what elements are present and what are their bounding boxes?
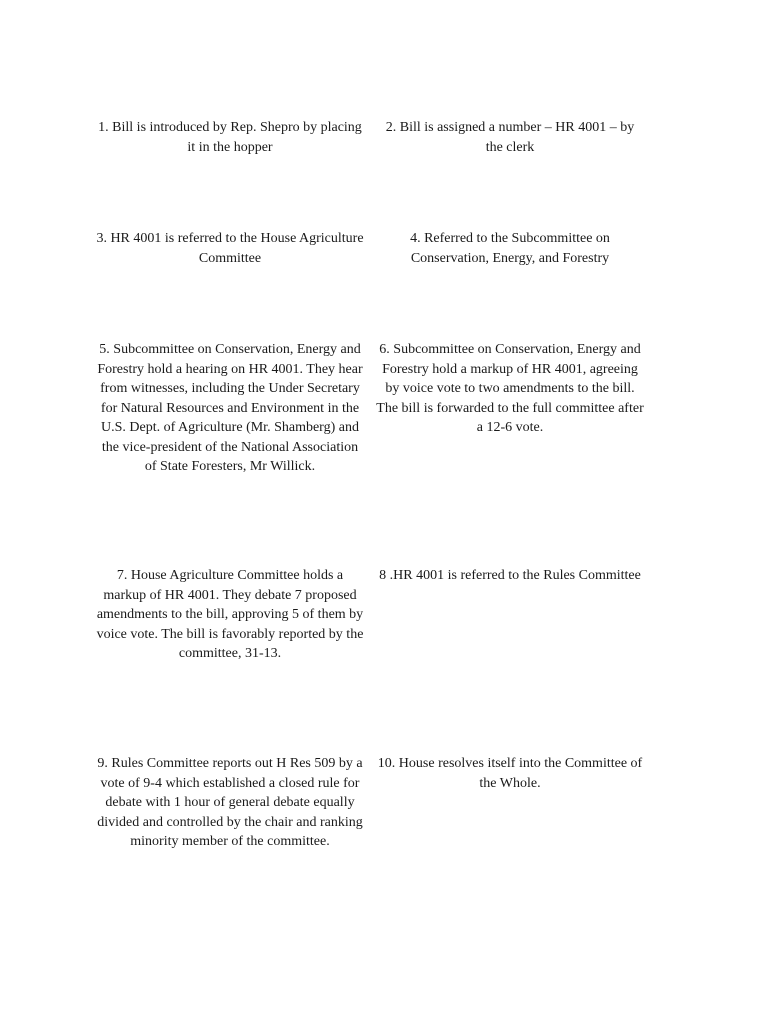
- step-10-text: 10. House resolves itself into the Committee of the Whole.: [377, 756, 643, 791]
- step-8-text: 8 .HR 4001 is referred to the Rules Committee: [379, 568, 641, 583]
- step-6-text: 6. Subcommittee on Conservation, Energy and Forestry hold a markup of HR 4001, agreeing by voice vote to two amendments to the bill. The bill is forwarded to the full committee after a 12-6 vote.: [376, 342, 644, 435]
- step-4-text: 4. Referred to the Subcommittee on Conservation, Energy, and Forestry: [410, 231, 610, 266]
- step-3-text: 3. HR 4001 is referred to the House Agriculture Committee: [96, 231, 364, 266]
- step-7-text: 7. House Agriculture Committee holds a markup of HR 4001. They debate 7 proposed amendments to the bill, approving 5 of them by voice vote. The bill is favorably reported by the committee, 31-13.: [96, 568, 364, 661]
- step-9-text: 9. Rules Committee reports out H Res 509 by a vote of 9-4 which established a closed rule for debate with 1 hour of general debate equally divided and controlled by the chair and ranking minority member of the committee.: [97, 756, 363, 849]
- step-1-text: 1. Bill is introduced by Rep. Shepro by placing it in the hopper: [98, 120, 362, 155]
- step-5-text: 5. Subcommittee on Conservation, Energy and Forestry hold a hearing on HR 4001. They hear from witnesses, including the Under Secretary for Natural Resources and Environment in the U.S. Dept. of Agriculture (Mr. Shamberg) and the vice-president of the National Association of State Foresters, Mr Willick.: [97, 342, 363, 474]
- step-2-text: 2. Bill is assigned a number – HR 4001 – by the clerk: [385, 120, 635, 155]
